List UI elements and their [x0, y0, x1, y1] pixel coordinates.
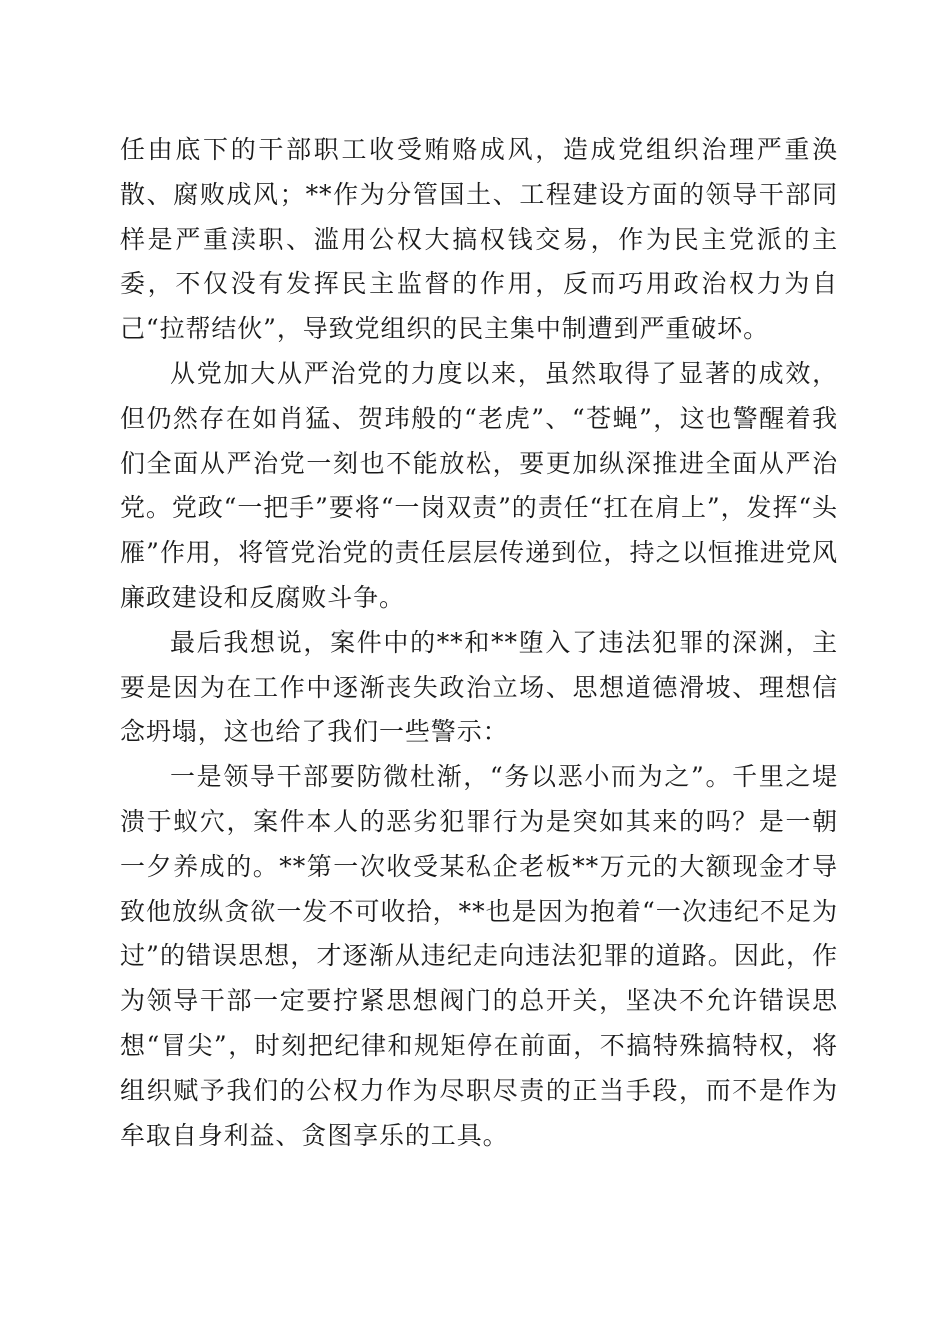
paragraph-2: 从党加大从严治党的力度以来，虽然取得了显著的成效，但仍然存在如肖猛、贺玮般的“老虎”、“苍蝇”，这也警醒着我们全面从严治党一刻也不能放松，要更加纵深推进全面从严治党。党政“一把手”要将“一岗双责”的责任“扛在肩上”，发挥“头雁”作用，将管党治党的责任层层传递到位，持之以恒推进党风廉政建设和反腐败斗争。	[120, 358, 838, 612]
paragraph-1: 任由底下的干部职工收受贿赂成风，造成党组织治理严重涣散、腐败成风；**作为分管国土、工程建设方面的领导干部同样是严重渎职、滥用公权大搞权钱交易，作为民主党派的主委，不仅没有发挥民主监督的作用，反而巧用政治权力为自己“拉帮结伙”，导致党组织的民主集中制遭到严重破坏。	[120, 135, 838, 344]
document-page	[120, 128, 838, 1158]
paragraph-4: 一是领导干部要防微杜渐，“务以恶小而为之”。千里之堤溃于蚁穴，案件本人的恶劣犯罪行为是突如其来的吗？是一朝一夕养成的。**第一次收受某私企老板**万元的大额现金才导致他放纵贪欲一发不可收拾，**也是因为抱着“一次违纪不足为过”的错误思想，才逐渐从违纪走向违法犯罪的道路。因此，作为领导干部一定要拧紧思想阀门的总开关，坚决不允许错误思想“冒尖”，时刻把纪律和规矩停在前面，不搞特殊搞特权，将组织赋予我们的公权力作为尽职尽责的正当手段，而不是作为牟取自身利益、贪图享乐的工具。	[120, 762, 838, 1150]
paragraph-3: 最后我想说，案件中的**和**堕入了违法犯罪的深渊，主要是因为在工作中逐渐丧失政治立场、思想道德滑坡、理想信念坍塌，这也给了我们一些警示：	[120, 627, 838, 747]
